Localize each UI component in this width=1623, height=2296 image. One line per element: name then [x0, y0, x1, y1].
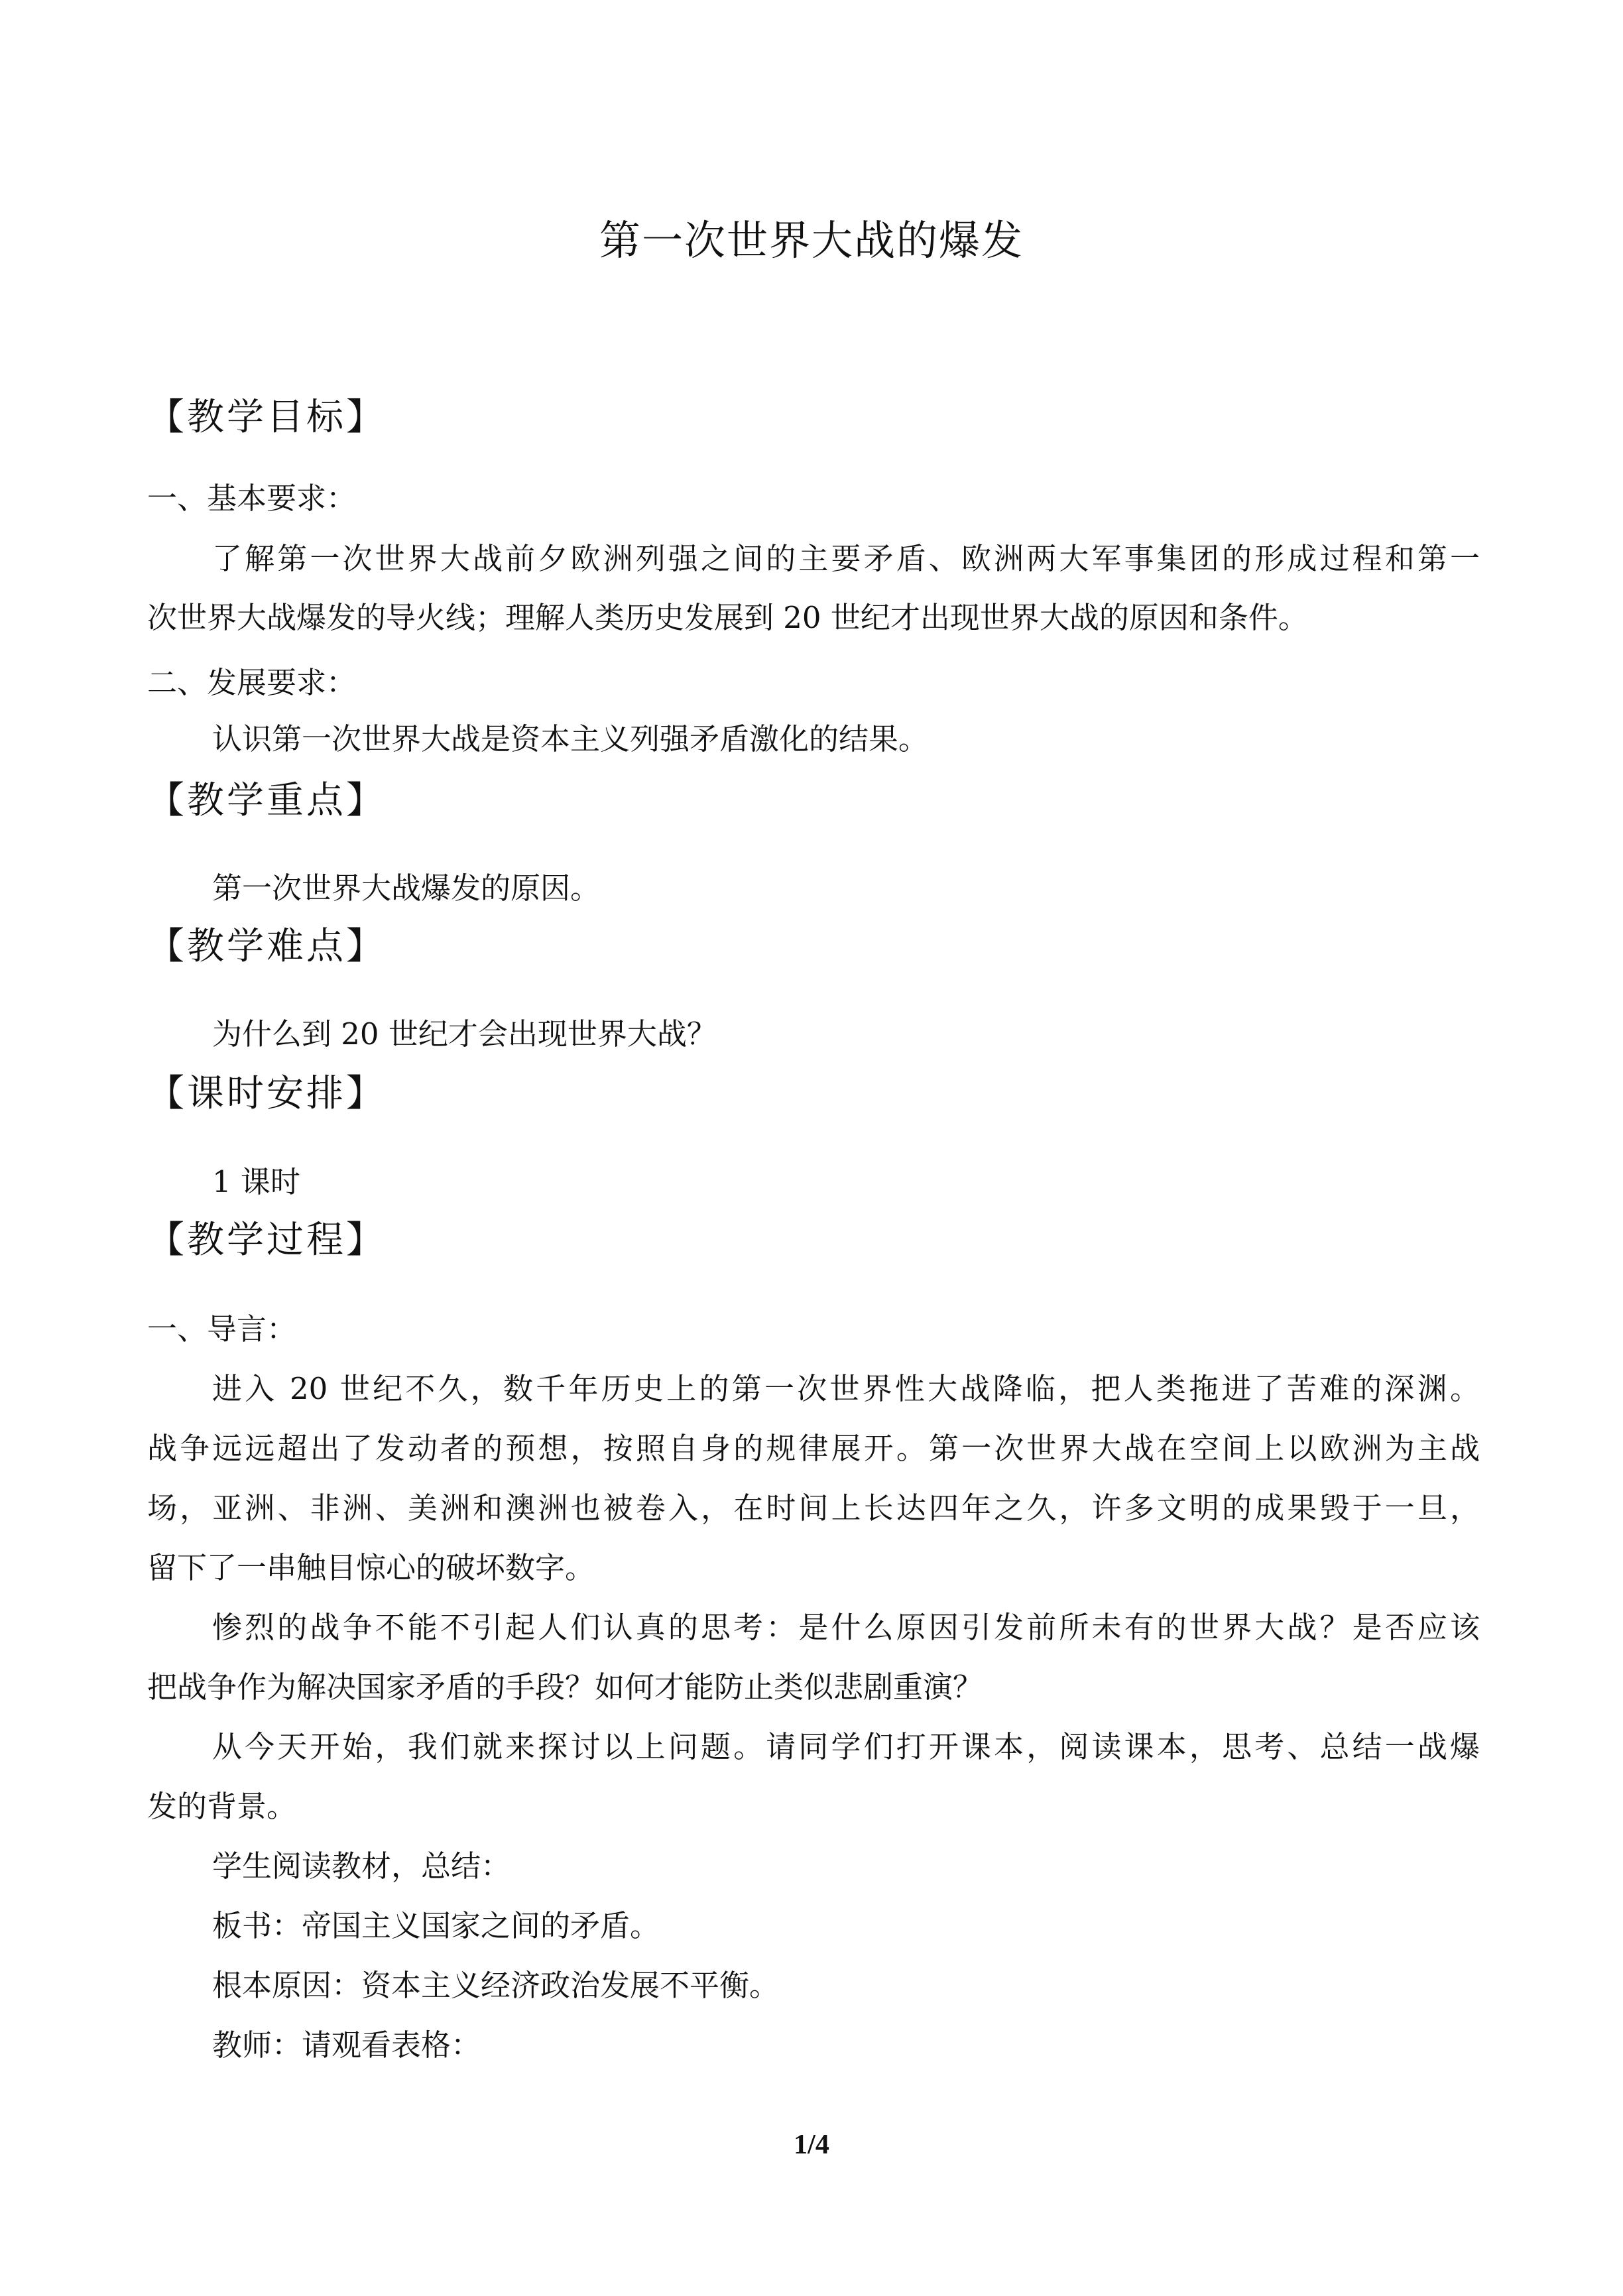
- schedule-text: 1 课时: [212, 1164, 300, 1199]
- intro-paragraph-1-line-1: 进入 20 世纪不久，数千年历史上的第一次世界性大战降临，把人类拖进了苦难的深渊。: [212, 1371, 1480, 1406]
- basic-requirements-text-line-2: 次世界大战爆发的导火线；理解人类历史发展到 20 世纪才出现世界大战的原因和条件。: [147, 600, 1308, 635]
- teacher-text: 教师：请观看表格：: [212, 2027, 481, 2063]
- intro-paragraph-1-line-2: 战争远远超出了发动者的预想，按照自身的规律展开。第一次世界大战在空间上以欧洲为主战: [147, 1431, 1480, 1466]
- objectives-heading: 【教学目标】: [147, 396, 386, 439]
- basic-requirements-text-line-1: 了解第一次世界大战前夕欧洲列强之间的主要矛盾、欧洲两大军事集团的形成过程和第一: [212, 541, 1480, 576]
- schedule-heading: 【课时安排】: [147, 1072, 386, 1115]
- intro-paragraph-3-line-1: 从今天开始，我们就来探讨以上问题。请同学们打开课本，阅读课本，思考、总结一战爆: [212, 1729, 1480, 1764]
- key-points-heading: 【教学重点】: [147, 779, 386, 822]
- document-title: 第一次世界大战的爆发: [599, 216, 1024, 265]
- basic-requirements-label: 一、基本要求：: [147, 481, 357, 516]
- intro-paragraph-3-line-2: 发的背景。: [147, 1789, 297, 1824]
- blackboard-text: 板书：帝国主义国家之间的矛盾。: [212, 1908, 660, 1943]
- difficulties-text: 为什么到 20 世纪才会出现世界大战？: [212, 1016, 717, 1052]
- intro-paragraph-1-line-4: 留下了一串触目惊心的破坏数字。: [147, 1550, 595, 1585]
- introduction-label: 一、导言：: [147, 1311, 297, 1347]
- intro-paragraph-2-line-2: 把战争作为解决国家矛盾的手段？如何才能防止类似悲剧重演？: [147, 1669, 983, 1705]
- development-requirements-text: 认识第一次世界大战是资本主义列强矛盾激化的结果。: [212, 721, 929, 756]
- page-number: 1/4: [794, 2130, 829, 2160]
- student-reading-text: 学生阅读教材，总结：: [212, 1848, 511, 1884]
- intro-paragraph-1-line-3: 场，亚洲、非洲、美洲和澳洲也被卷入，在时间上长达四年之久，许多文明的成果毁于一旦，: [147, 1490, 1480, 1526]
- development-requirements-label: 二、发展要求：: [147, 665, 357, 700]
- difficulties-heading: 【教学难点】: [147, 925, 386, 968]
- process-heading: 【教学过程】: [147, 1219, 386, 1262]
- root-cause-text: 根本原因：资本主义经济政治发展不平衡。: [212, 1968, 780, 2003]
- intro-paragraph-2-line-1: 惨烈的战争不能不引起人们认真的思考：是什么原因引发前所未有的世界大战？是否应该: [212, 1610, 1480, 1645]
- key-points-text: 第一次世界大战爆发的原因。: [212, 871, 601, 906]
